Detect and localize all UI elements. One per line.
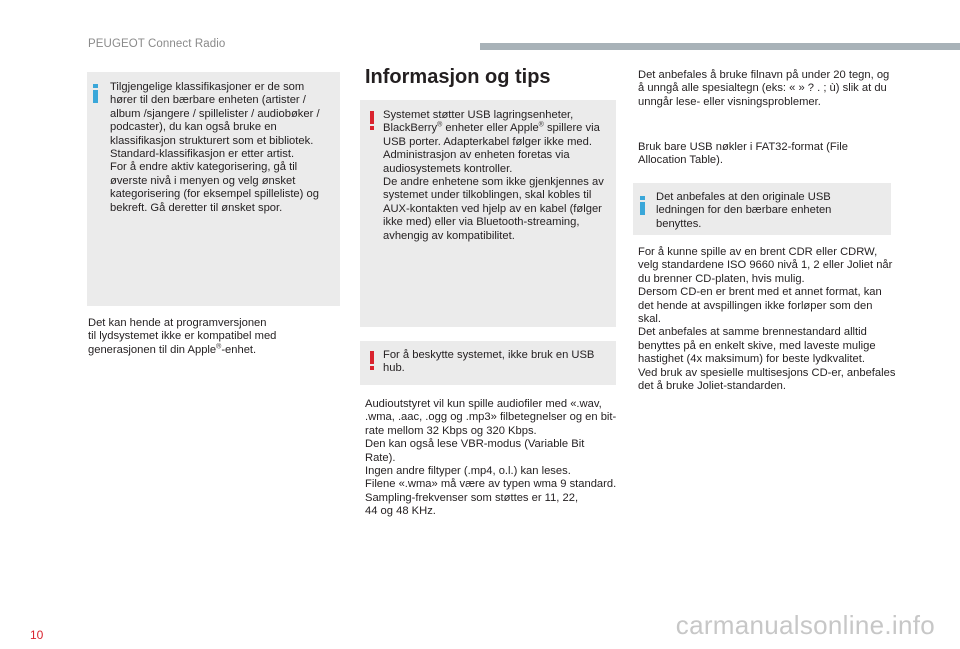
warning-icon (368, 351, 376, 371)
info-icon (93, 84, 98, 97)
audio-formats-paragraph: Audioutstyret vil kun spille audiofiler med «.wav, .wma, .aac, .ogg og .mp3» filbetegnelser og en bit-rate mellom 32 Kbps og 320 Kbps. Den kan også lese VBR-modus (Variable Bit Rate). Ingen andre filtyper (.mp4, o.l.) kan leses. Filene «.wma» må være av typen wma 9 standard. Sampling-frekvenser som støttes er 11, 22, 44 og 48 KHz. (365, 398, 617, 518)
registered-mark: ® (216, 343, 222, 351)
registered-mark: ® (538, 121, 544, 129)
fat32-paragraph: Bruk bare USB nøkler i FAT32-format (File Allocation Table). (638, 141, 848, 167)
info-box-cable (633, 183, 891, 235)
info-box-text: Det anbefales at den originale USB ledningen for den bærbare enheten benyttes. (656, 191, 832, 230)
watermark: carmanualsonline.info (675, 610, 935, 640)
warning-box-text (383, 109, 608, 243)
info-box-classification (87, 72, 340, 306)
info-icon (640, 196, 645, 209)
compatibility-note (88, 317, 348, 357)
compatibility-text-end: -enhet. (221, 343, 257, 356)
compatibility-text: Det kan hende at programversjonen til lydsystemet ikke er kompatibel med generasjonen til din Apple (88, 317, 277, 356)
info-box-text: Tilgjengelige klassifikasjoner er de som hører til den bærbare enheten (artister / album /sjangere / spillelister / audiobøker / podcaster), du kan også bruke en klassifikasjon strukturert som et bibliotek. Standard-klassifikasjon er etter artist. For å endre aktiv kategorisering, gå til øverste nivå i menyen og velg ønsket kategorisering (for eksempel spilleliste) og bekreft. Gå deretter til ønsket spor. (110, 81, 320, 214)
section-heading: Informasjon og tips (365, 66, 551, 88)
warning-box-hub (360, 341, 616, 385)
warning-text-part2: enheter eller Apple (442, 122, 539, 135)
warning-icon (368, 111, 376, 131)
warning-box-text: For å beskytte systemet, ikke bruk en USB hub. (383, 349, 595, 375)
warning-text-part3: spillere via USB porter. Adapterkabel følger ikke med. Administrasjon av enheten foretas via audiosystemets kontroller. De andre enhetene som ikke gjenkjennes av systemet under tilkoblingen, skal kobles til AUX-kontakten ved hjelp av en kabel (følger ikke med) eller via Bluetooth-streaming, avhengig av kompatibilitet. (383, 122, 604, 242)
cd-paragraph: For å kunne spille av en brent CDR eller CDRW, velg standardene ISO 9660 nivå 1, 2 eller Joliet når du brenner CD-platen, hvis mulig. Dersom CD-en er brent med et annet format, kan det hende at avspillingen ikke forløper som den skal. Det anbefales at samme brennestandard alltid benyttes på en enkelt skive, med laveste mulige hastighet (4x maksimum) for beste lydkvalitet. Ved bruk av spesielle multisesjons CD-er, anbefales det å bruke Joliet-standarden. (638, 246, 896, 393)
running-header: PEUGEOT Connect Radio (88, 38, 226, 50)
page-number: 10 (30, 628, 44, 642)
filename-paragraph: Det anbefales å bruke filnavn på under 20 tegn, og å unngå alle spesialtegn (eks: « » ? . ; ù) slik at du unngår lese- eller visningsproblemer. (638, 69, 890, 108)
registered-mark: ® (437, 121, 443, 129)
warning-box-usb (360, 100, 616, 327)
warning-text-part1: Systemet støtter USB lagringsenheter, BlackBerry (383, 109, 574, 135)
header-bar (480, 43, 960, 50)
